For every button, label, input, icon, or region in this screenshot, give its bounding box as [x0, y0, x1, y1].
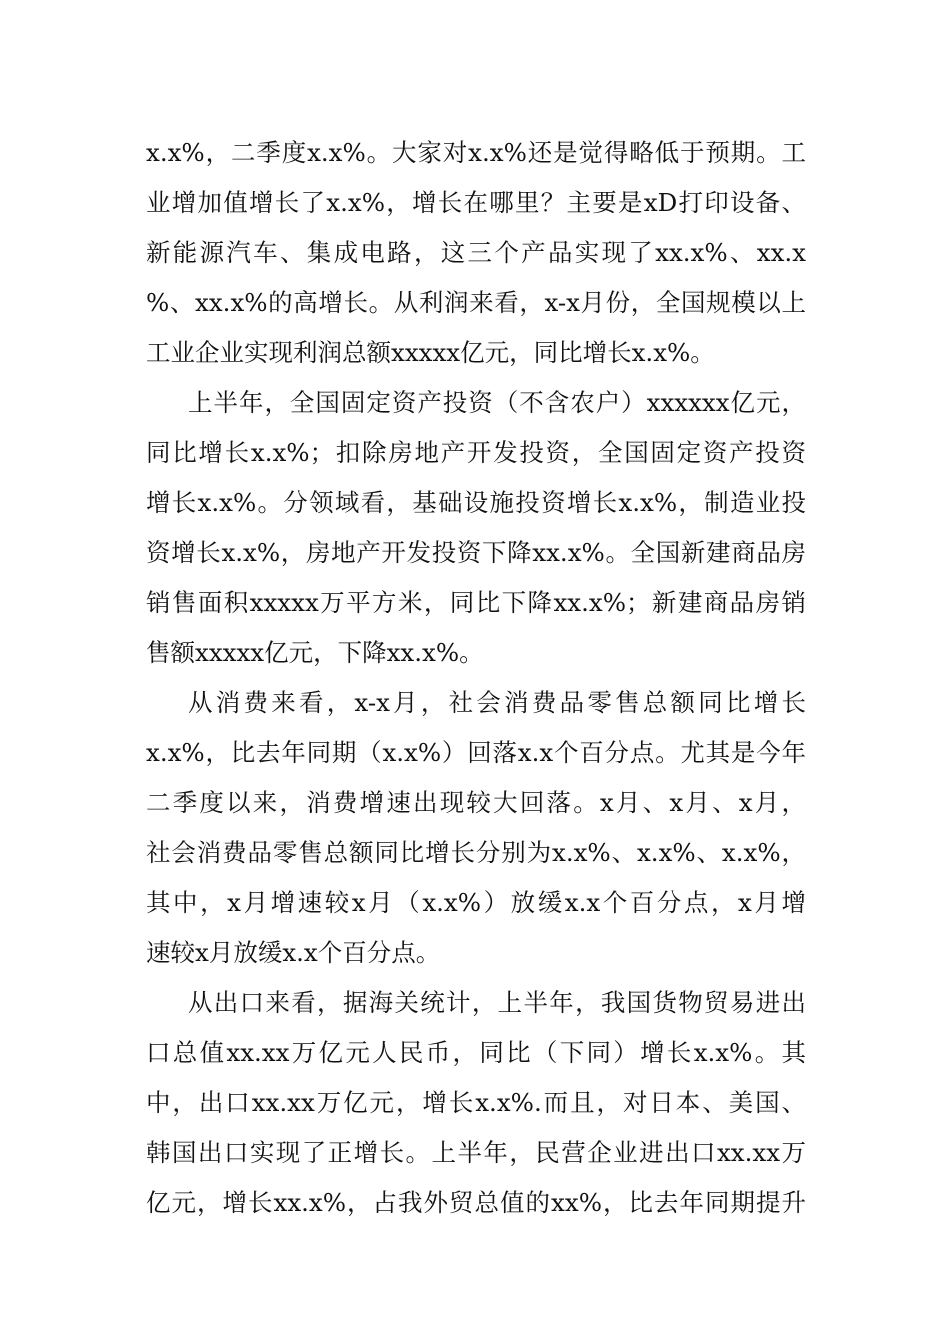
text-line: 口总值xx.xx万亿元人民币，同比（下同）增长x.x%。其 [146, 1038, 806, 1067]
text-line: 二季度以来，消费增速出现较大回落。x月、x月、x月， [146, 788, 806, 817]
paragraph-start-line: 上半年，全国固定资产投资（不含农户）xxxxxx亿元， [188, 388, 806, 417]
text-line: 速较x月放缓x.x个百分点。 [146, 938, 441, 967]
text-line: x.x%，二季度x.x%。大家对x.x%还是觉得略低于预期。工 [146, 138, 806, 167]
text-line: %、xx.x%的高增长。从利润来看，x-x月份，全国规模以上 [146, 288, 806, 317]
text-line: 资增长x.x%，房地产开发投资下降xx.x%。全国新建商品房 [146, 538, 806, 567]
text-line: x.x%，比去年同期（x.x%）回落x.x个百分点。尤其是今年 [146, 738, 806, 767]
text-line: 新能源汽车、集成电路，这三个产品实现了xx.x%、xx.x [146, 238, 806, 267]
text-line: 销售面积xxxxx万平方米，同比下降xx.x%；新建商品房销 [146, 588, 806, 617]
text-line: 中，出口xx.xx万亿元，增长x.x%.而且，对日本、美国、 [146, 1088, 806, 1117]
text-line: 工业企业实现利润总额xxxxx亿元，同比增长x.x%。 [146, 338, 715, 367]
text-line: 业增加值增长了x.x%，增长在哪里？主要是xD打印设备、 [146, 188, 806, 217]
body-text [146, 128, 806, 1228]
text-line: 社会消费品零售总额同比增长分别为x.x%、x.x%、x.x%， [146, 838, 806, 867]
text-line: 增长x.x%。分领域看，基础设施投资增长x.x%，制造业投 [146, 488, 806, 517]
text-line: 其中，x月增速较x月（x.x%）放缓x.x个百分点，x月增 [146, 888, 806, 917]
text-line: 亿元，增长xx.x%，占我外贸总值的xx%，比去年同期提升 [146, 1188, 806, 1217]
text-line: 同比增长x.x%；扣除房地产开发投资，全国固定资产投资 [146, 438, 806, 467]
paragraph-start-line: 从消费来看，x-x月，社会消费品零售总额同比增长 [188, 688, 806, 717]
text-line: 售额xxxxx亿元，下降xx.x%。 [146, 638, 484, 667]
paragraph-start-line: 从出口来看，据海关统计，上半年，我国货物贸易进出 [188, 988, 806, 1017]
text-line: 韩国出口实现了正增长。上半年，民营企业进出口xx.xx万 [146, 1138, 806, 1167]
